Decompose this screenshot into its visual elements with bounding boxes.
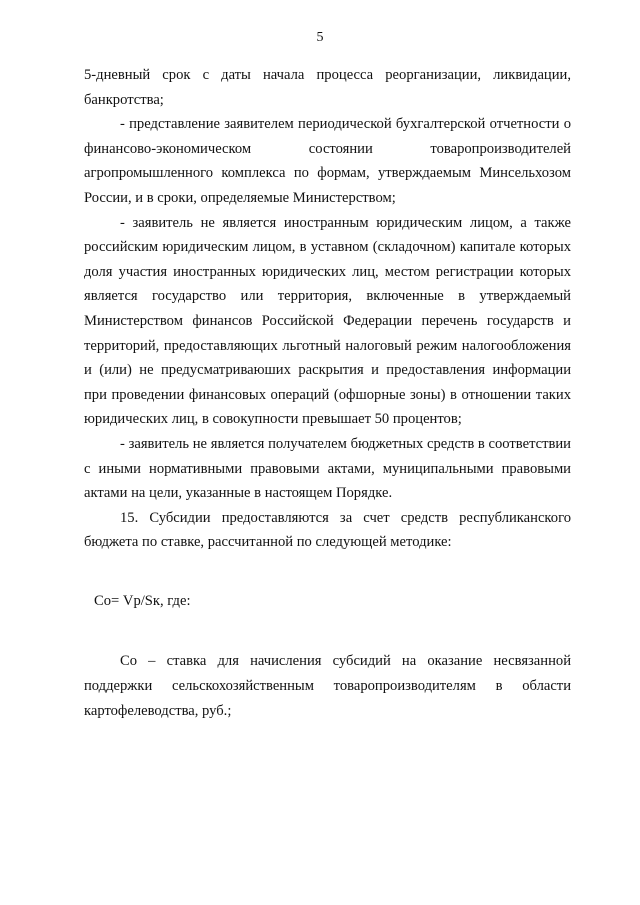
document-body: [84, 63, 571, 723]
paragraph-bankruptcy-term: 5-дневный срок с даты начала процесса реорганизации, ликвидации, банкротства;: [84, 67, 571, 108]
paragraph-budget-recipient: - заявитель не является получателем бюджетных средств в соответствии с иными нормативными правовыми актами, муниципальными правовыми актами на цели, указанные в настоящем Порядке.: [84, 435, 571, 502]
paragraph-accounting-reports: - представление заявителем периодической бухгалтерской отчетности о финансово-экономическом состоянии товаропроизводителей агропромышленного комплекса по формам, утверждаемым Минсельхозом России, и в сроки, определяемые Министерством;: [84, 116, 571, 206]
paragraph-rate-definition: Со – ставка для начисления субсидий на оказание несвязанной поддержки сельскохозяйственным товаропроизводителям в области картофелеводства, руб.;: [84, 653, 571, 719]
page-number: 5: [316, 30, 324, 45]
paragraph-foreign-entity: - заявитель не является иностранным юридическим лицом, а также российским юридическим лицом, в уставном (складочном) капитале которых доля участия иностранных юридических лиц, местом регистрации которых является государство или территория, включенные в утверждаемый Министерством финансов Российской Федерации перечень государств и территорий, предоставляющих льготный налоговый режим налогообложения и (или) не предусматриваюших раскрытия и предоставления информации при проведении финансовых операций (офшорные зоны) в отношении таких юридических лиц, в совокупности превышает 50 процентов;: [84, 214, 571, 428]
paragraph-subsidy-source: 15. Субсидии предоставляются за счет средств республиканского бюджета по ставке, рассчитанной по следующей методике:: [84, 509, 571, 551]
subsidy-formula: Со= Vp/Sк, где:: [94, 592, 191, 609]
